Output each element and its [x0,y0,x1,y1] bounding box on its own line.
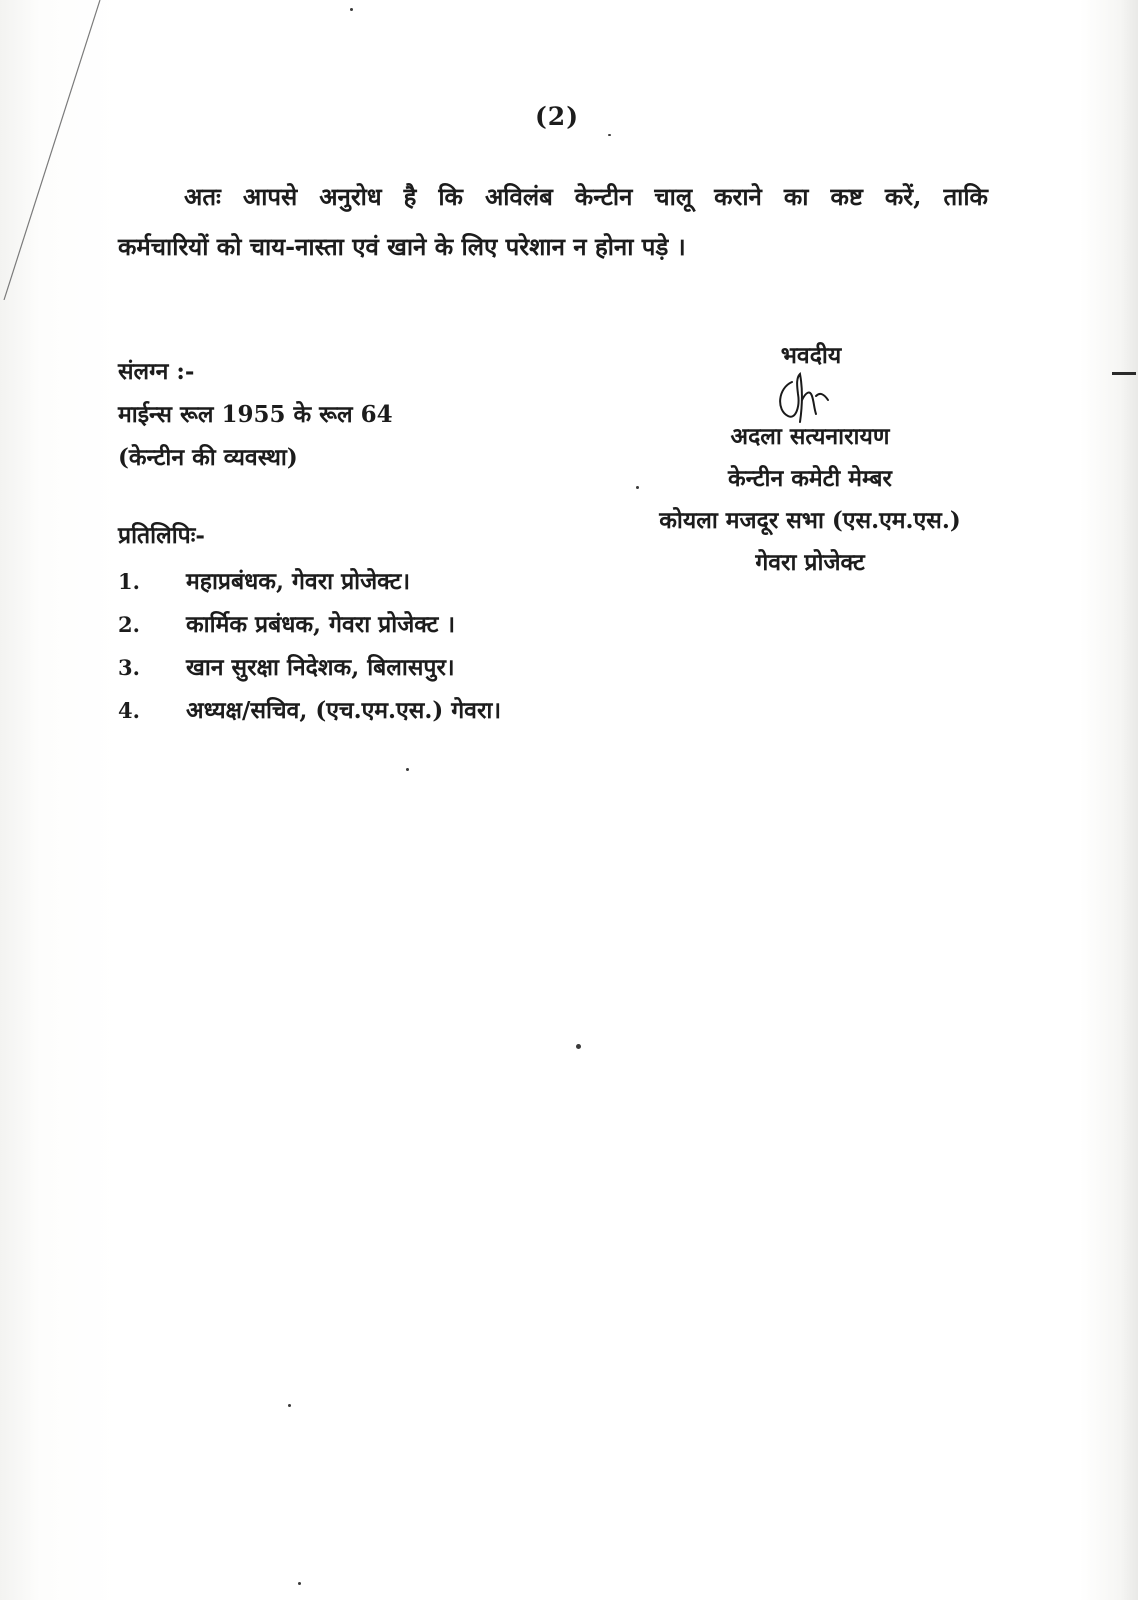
signature-block [620,336,1000,584]
closing-text: भवदीय [780,342,842,369]
attachment-block [118,350,393,479]
signatory-location: गेवरा प्रोजेक्ट [755,549,865,576]
list-item [118,689,501,732]
paper-speck [298,1582,301,1585]
attachment-line: (केन्टीन की व्यवस्था) [118,444,298,471]
paper-speck [608,134,611,136]
attachment-heading: संलग्न :- [118,358,195,385]
list-item [118,603,501,646]
list-number: 4. [118,698,140,723]
list-text: खान सुरक्षा निदेशक, बिलासपुर। [186,654,455,681]
copy-to-heading: प्रतिलिपिः- [118,522,205,549]
list-text: कार्मिक प्रबंधक, गेवरा प्रोजेक्ट । [186,611,456,638]
list-number: 3. [118,655,140,680]
paragraph-line: अतः आपसे अनुरोध है कि अविलंब केन्टीन चालू कराने का कष्ट करें, ताकि [184,182,988,211]
paper-fold-line [0,0,110,300]
list-text: अध्यक्ष/सचिव, (एच.एम.एस.) गेवरा। [186,697,502,724]
copy-to-list [118,560,501,732]
paragraph-line: कर्मचारियों को चाय-नास्ता एवं खाने के लिए परेशान न होना पड़े । [118,232,686,261]
signatory-name: अदला सत्यनारायण [730,423,890,450]
signatory-role: केन्टीन कमेटी मेम्बर [728,465,892,492]
attachment-line: माईन्स रूल 1955 के रूल 64 [118,401,393,428]
list-number: 2. [118,612,140,637]
list-number: 1. [118,569,140,594]
list-text: महाप्रबंधक, गेवरा प्रोजेक्ट। [186,568,411,595]
signatory-organization: कोयला मजदूर सभा (एस.एम.एस.) [659,507,961,534]
paper-speck [288,1404,291,1407]
list-item [118,646,501,689]
page-number: (2) [534,102,580,131]
paper-speck [576,1044,581,1049]
paper-speck [406,768,409,771]
edge-mark [1112,372,1136,375]
list-item [118,560,501,603]
paper-speck [350,8,353,11]
request-paragraph [118,172,988,272]
